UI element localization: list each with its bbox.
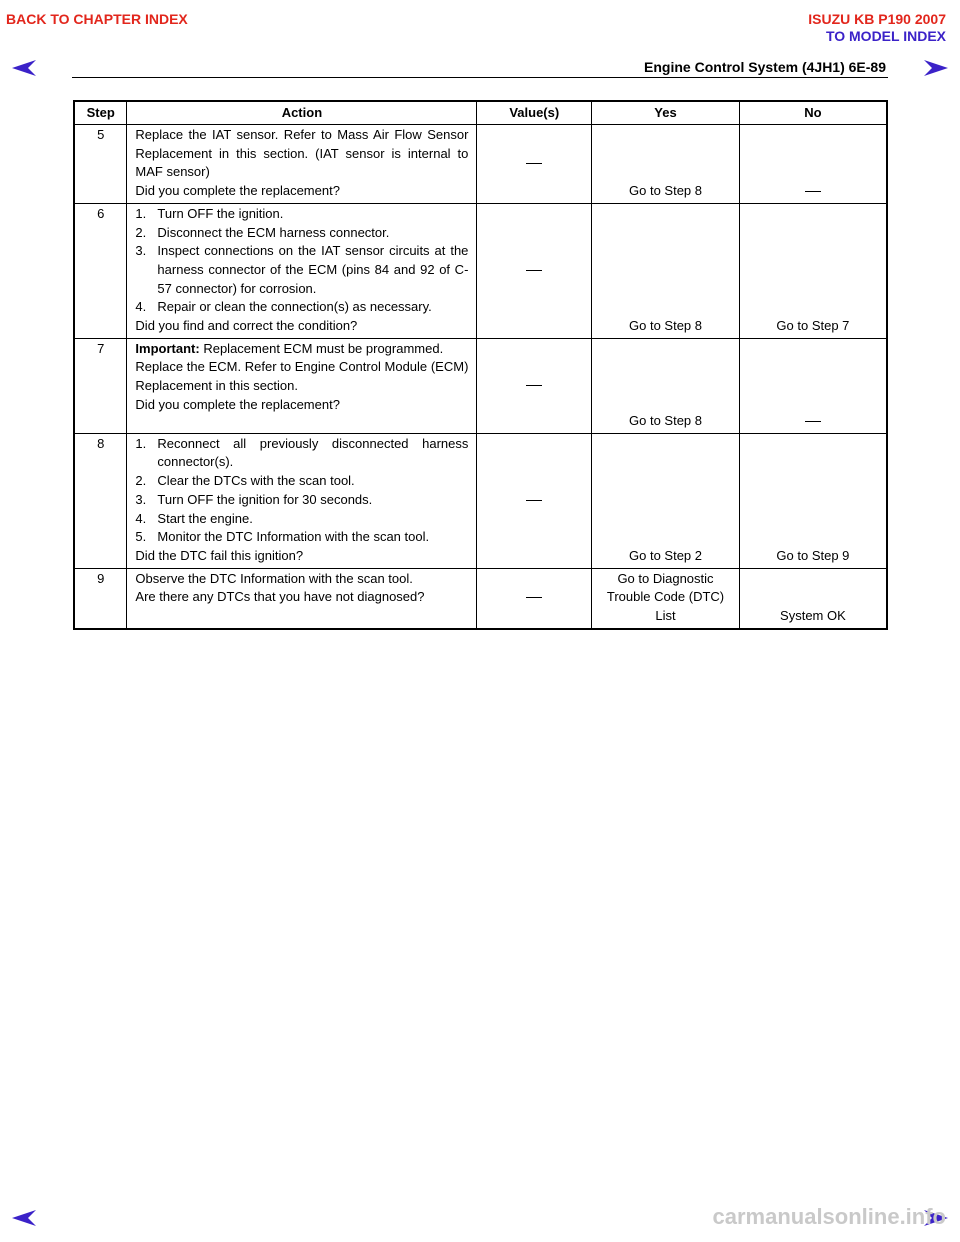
list-item: 4. Repair or clean the connection(s) as necessary. — [135, 299, 432, 315]
next-page-arrow-icon[interactable] — [922, 58, 950, 78]
step-number: 5 — [74, 125, 127, 204]
step-number: 8 — [74, 433, 127, 568]
value-cell — [477, 125, 592, 204]
dash-mark — [526, 597, 542, 598]
action-cell — [127, 203, 477, 338]
action-list — [135, 435, 468, 547]
list-item: 3. Inspect connections on the IAT sensor circuits at the harness connector of the ECM (pins 84 and 92 of C-57 connector) for corrosion. — [135, 243, 469, 296]
table-row — [74, 433, 887, 568]
dash-mark — [805, 421, 821, 422]
no-cell: System OK — [739, 568, 887, 629]
dash-mark — [526, 385, 542, 386]
value-cell — [477, 568, 592, 629]
yes-line: List — [655, 608, 676, 624]
list-item: 1. Reconnect all previously disconnected harness connector(s). — [135, 435, 469, 470]
list-item: 2. Clear the DTCs with the scan tool. — [135, 473, 355, 489]
page-title: Engine Control System (4JH1) 6E-89 — [644, 59, 886, 75]
back-to-chapter-index-link[interactable]: BACK TO CHAPTER INDEX — [6, 11, 188, 27]
important-text: Replacement ECM must be programmed. — [203, 340, 444, 356]
yes-line: Trouble Code (DTC) — [606, 589, 725, 605]
list-item: 3. Turn OFF the ignition for 30 seconds. — [135, 491, 373, 507]
watermark: carmanualsonline.info — [712, 1204, 946, 1229]
value-cell — [477, 433, 592, 568]
value-cell — [477, 338, 592, 433]
list-item: 2. Disconnect the ECM harness connector. — [135, 224, 390, 240]
yes-line: Go to Diagnostic — [617, 570, 714, 586]
yes-cell: Go to Step 8 — [592, 203, 740, 338]
action-paragraph: Observe the DTC Information with the scan tool. — [135, 570, 413, 586]
model-links — [808, 11, 946, 45]
action-question: Did you find and correct the condition? — [135, 318, 358, 334]
table-row — [74, 203, 887, 338]
important-label: Important: — [135, 340, 200, 356]
no-cell — [739, 125, 887, 204]
no-cell: Go to Step 9 — [739, 433, 887, 568]
step-number: 7 — [74, 338, 127, 433]
dash-mark — [526, 500, 542, 501]
action-cell — [127, 125, 477, 204]
to-model-index-link[interactable]: TO MODEL INDEX — [825, 28, 946, 44]
no-cell — [739, 338, 887, 433]
action-question: Did you complete the replacement? — [135, 396, 340, 412]
step-number: 6 — [74, 203, 127, 338]
action-list — [135, 205, 468, 317]
table-row — [74, 125, 887, 204]
header-values: Value(s) — [477, 101, 592, 125]
prev-page-arrow-icon[interactable] — [10, 58, 38, 78]
list-item: 4. Start the engine. — [135, 510, 253, 526]
yes-cell: Go to Step 8 — [592, 338, 740, 433]
prev-page-arrow-icon[interactable] — [10, 1208, 38, 1228]
step-number: 9 — [74, 568, 127, 629]
dash-mark — [526, 163, 542, 164]
table-row — [74, 338, 887, 433]
action-paragraph: Replace the IAT sensor. Refer to Mass Air Flow Sensor Replacement in this section. (IAT sensor is internal to MAF sensor) — [135, 127, 469, 180]
yes-cell: Go to Step 2 — [592, 433, 740, 568]
action-paragraph: Replace the ECM. Refer to Engine Control Module (ECM) Replacement in this section. — [135, 359, 469, 394]
header-action: Action — [127, 101, 477, 125]
header-step: Step — [74, 101, 127, 125]
list-item: 5. Monitor the DTC Information with the scan tool. — [135, 529, 430, 545]
value-cell — [477, 203, 592, 338]
table-row — [74, 568, 887, 629]
list-item: 1. Turn OFF the ignition. — [135, 205, 284, 221]
header-yes: Yes — [592, 101, 740, 125]
action-cell — [127, 338, 477, 433]
dash-mark — [805, 191, 821, 192]
action-cell — [127, 433, 477, 568]
diagnostic-table — [73, 100, 888, 630]
action-question: Did you complete the replacement? — [135, 183, 340, 199]
yes-cell — [592, 568, 740, 629]
important-note — [135, 340, 468, 359]
table-header-row — [74, 101, 887, 125]
header-no: No — [739, 101, 887, 125]
no-cell: Go to Step 7 — [739, 203, 887, 338]
model-title: ISUZU KB P190 2007 — [808, 11, 946, 27]
action-question: Did the DTC fail this ignition? — [135, 547, 304, 563]
action-cell — [127, 568, 477, 629]
header-rule — [72, 77, 888, 78]
yes-cell: Go to Step 8 — [592, 125, 740, 204]
action-question: Are there any DTCs that you have not diagnosed? — [135, 589, 425, 605]
dash-mark — [526, 270, 542, 271]
